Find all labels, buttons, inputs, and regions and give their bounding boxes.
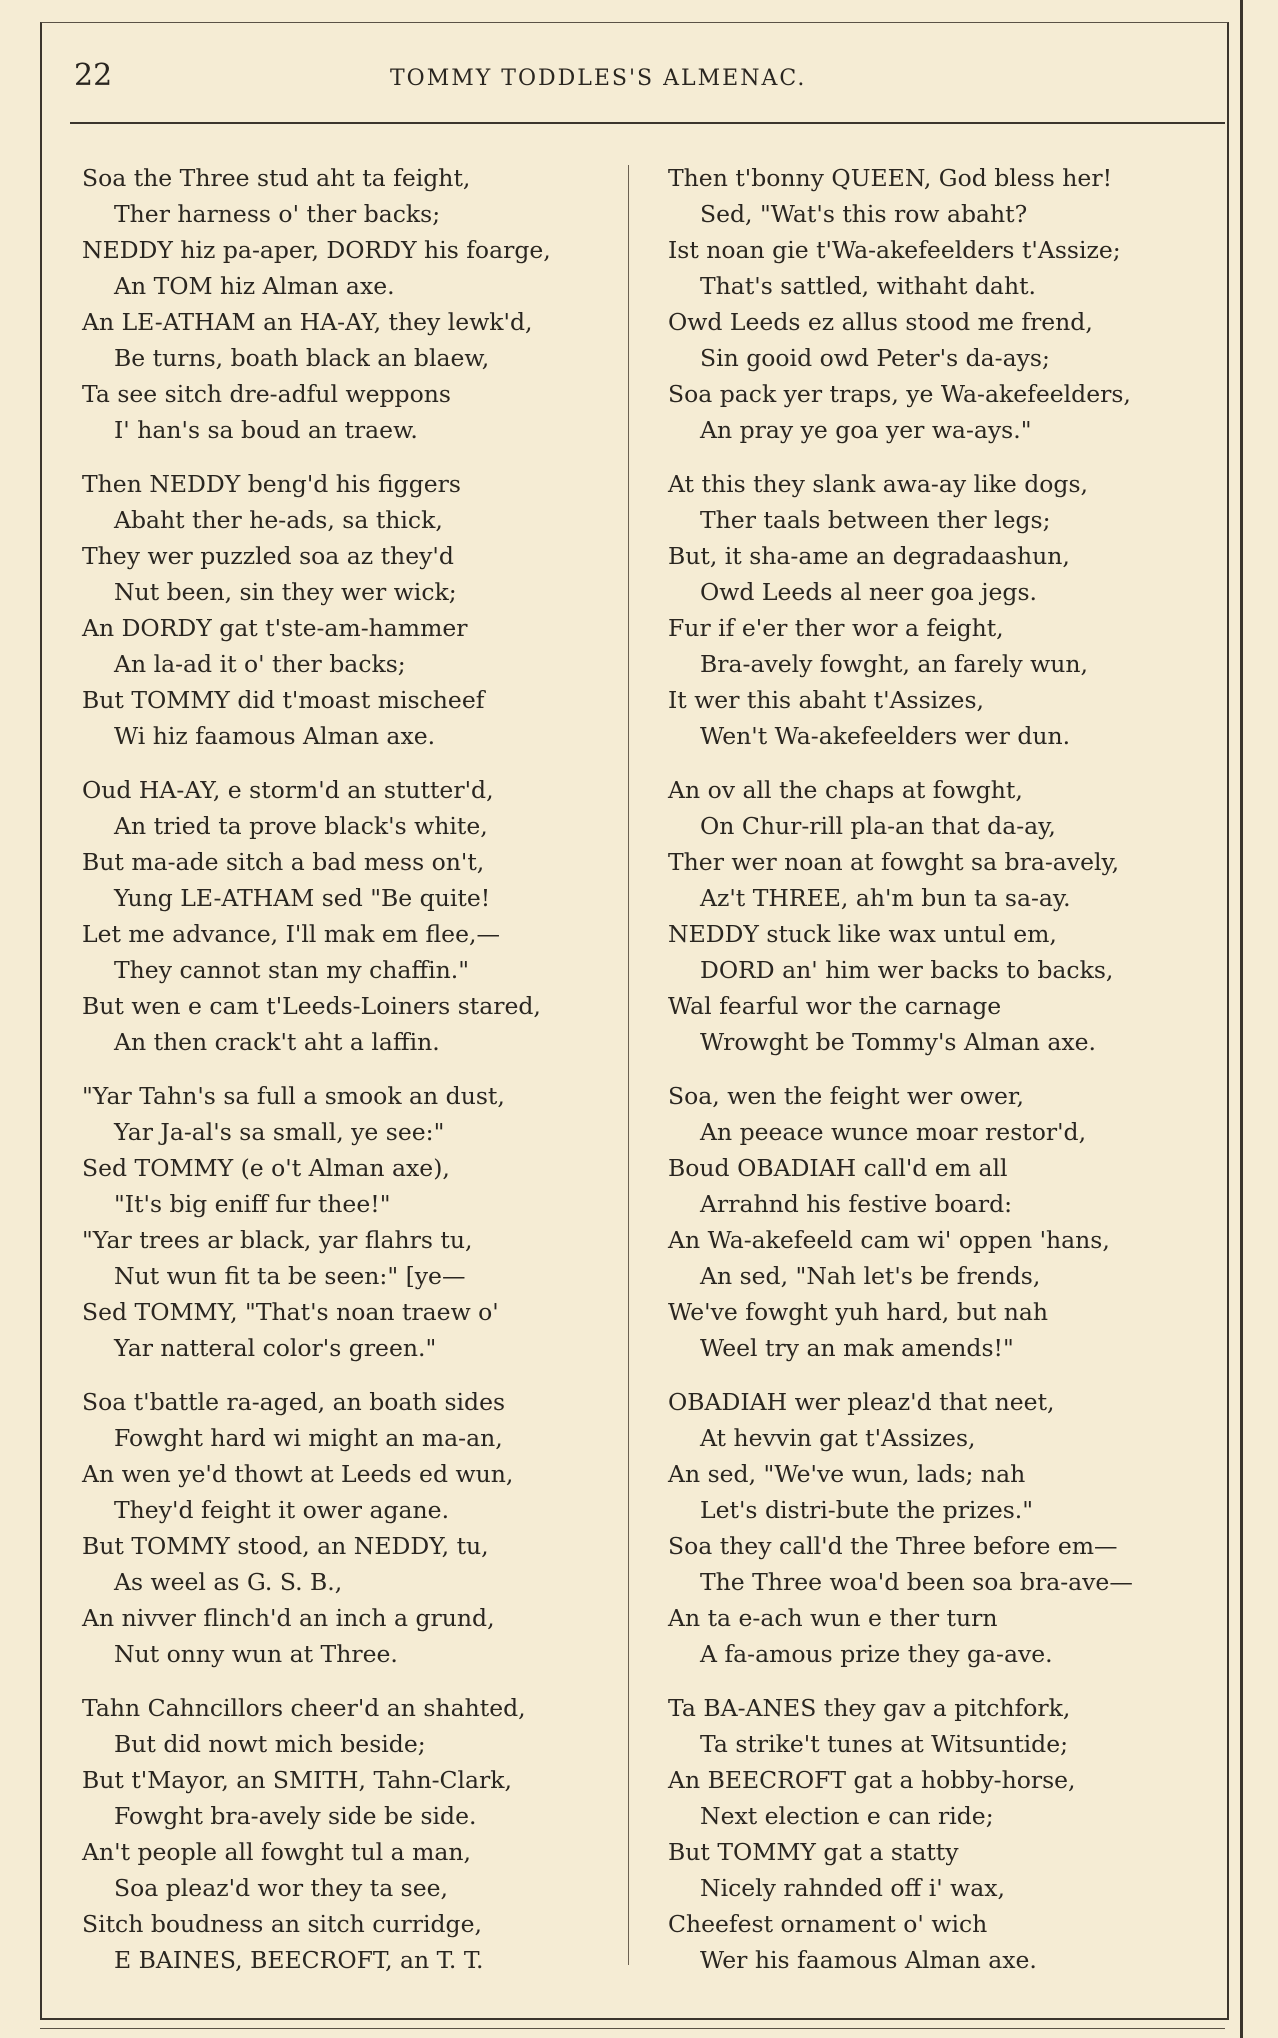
verse-line: I' han's sa boud an traew. [114,416,418,444]
verse-line: Soa the Three stud aht ta feight, [82,164,471,192]
verse-line: "Yar trees ar black, yar flahrs tu, [82,1226,473,1254]
verse-line: Ist noan gie t'Wa-akefeelders t'Assize; [668,236,1121,264]
verse-line: "It's big eniff fur thee!" [114,1190,391,1218]
verse-line: That's sattled, withaht daht. [700,272,1036,300]
verse-line: But t'Mayor, an SMITH, Tahn-Clark, [82,1766,512,1794]
verse-line: Next election e can ride; [700,1802,994,1830]
verse-line: Tahn Cahncillors cheer'd an shahted, [82,1694,526,1722]
verse-line: NEDDY stuck like wax untul em, [668,920,1057,948]
stanza [668,772,1198,1060]
verse-line: Sitch boudness an sitch curridge, [82,1910,482,1938]
verse-line: Then t'bonny QUEEN, God bless her! [668,164,1113,192]
verse-line: Fowght bra-avely side be side. [114,1802,477,1830]
verse-line: Abaht ther he-ads, sa thick, [114,506,443,534]
verse-line: An peeace wunce moar restor'd, [700,1118,1087,1146]
verse-line: The Three woa'd been soa bra-ave— [700,1568,1133,1596]
verse-line: They wer puzzled soa az they'd [82,542,454,570]
verse-line: But wen e cam t'Leeds-Loiners stared, [82,992,541,1020]
verse-line: Wrowght be Tommy's Alman axe. [700,1028,1096,1056]
verse-line: An sed, "We've wun, lads; nah [668,1460,1026,1488]
verse-line: An Wa-akefeeld cam wi' oppen 'hans, [668,1226,1110,1254]
verse-line: But TOMMY stood, an NEDDY, tu, [82,1532,489,1560]
verse-line: A fa-amous prize they ga-ave. [700,1640,1053,1668]
verse-line: Let me advance, I'll mak em flee,— [82,920,500,948]
verse-line: Sed, "Wat's this row abaht? [700,200,1028,228]
stanza [668,160,1198,448]
verse-line: Wen't Wa-akefeelders wer dun. [700,722,1071,750]
stanza [82,1078,612,1366]
verse-line: E BAINES, BEECROFT, an T. T. [114,1946,484,1974]
verse-line: At hevvin gat t'Assizes, [700,1424,976,1452]
verse-line: An la-ad it o' ther backs; [114,650,406,678]
verse-line: NEDDY hiz pa-aper, DORDY his foarge, [82,236,551,264]
verse-line: OBADIAH wer pleaz'd that neet, [668,1388,1055,1416]
verse-line: It wer this abaht t'Assizes, [668,686,984,714]
page-number: 22 [74,58,113,93]
verse-line: Owd Leeds al neer goa jegs. [700,578,1037,606]
verse-line: They'd feight it ower agane. [114,1496,450,1524]
verse-line: Nut onny wun at Three. [114,1640,398,1668]
verse-line: An't people all fowght tul a man, [82,1838,472,1866]
verse-line: Sin gooid owd Peter's da-ays; [700,344,1050,372]
verse-line: Arrahnd his festive board: [700,1190,1013,1218]
verse-line: Yar Ja-al's sa small, ye see:" [114,1118,445,1146]
verse-line: Nicely rahnded off i' wax, [700,1874,1005,1902]
stanza [82,1384,612,1672]
verse-line: Ta strike't tunes at Witsuntide; [700,1730,1069,1758]
verse-line: Az't THREE, ah'm bun ta sa-ay. [700,884,1071,912]
verse-line: Oud HA-AY, e storm'd an stutter'd, [82,776,494,804]
verse-line: An then crack't aht a laffin. [114,1028,440,1056]
verse-line: Sed TOMMY (e o't Alman axe), [82,1154,450,1182]
verse-line: Wal fearful wor the carnage [668,992,1002,1020]
verse-line: An LE-ATHAM an HA-AY, they lewk'd, [82,308,533,336]
column-divider [628,165,629,1965]
verse-line: Cheefest ornament o' wich [668,1910,988,1938]
verse-line: An TOM hiz Alman axe. [114,272,395,300]
verse-line: We've fowght yuh hard, but nah [668,1298,1049,1326]
verse-line: Ta BA-ANES they gav a pitchfork, [668,1694,1071,1722]
verse-line: Ther harness o' ther backs; [114,200,441,228]
verse-line: Soa pack yer traps, ye Wa-akefeelders, [668,380,1131,408]
verse-line: An ov all the chaps at fowght, [668,776,1023,804]
verse-line: Nut wun fit ta be seen:" [ye— [114,1262,466,1290]
verse-line: Bra-avely fowght, an farely wun, [700,650,1089,678]
verse-line: An tried ta prove black's white, [114,812,488,840]
left-column [82,160,612,1996]
running-title: TOMMY TODDLES'S ALMENAC. [390,66,807,91]
stanza [82,1690,612,1978]
verse-line: DORD an' him wer backs to backs, [700,956,1114,984]
verse-line: Soa t'battle ra-aged, an boath sides [82,1388,506,1416]
verse-line: An wen ye'd thowt at Leeds ed wun, [82,1460,514,1488]
stanza [82,772,612,1060]
verse-line: Fowght hard wi might an ma-an, [114,1424,503,1452]
verse-line: But TOMMY did t'moast mischeef [82,686,485,714]
verse-line: An pray ye goa yer wa-ays." [700,416,1032,444]
verse-line: An DORDY gat t'ste-am-hammer [82,614,468,642]
stanza [668,466,1198,754]
verse-line: Let's distri-bute the prizes." [700,1496,1034,1524]
verse-line: They cannot stan my chaffin." [114,956,470,984]
verse-line: An sed, "Nah let's be frends, [700,1262,1041,1290]
verse-line: But TOMMY gat a statty [668,1838,959,1866]
verse-line: Ther wer noan at fowght sa bra-avely, [668,848,1120,876]
verse-line: At this they slank awa-ay like dogs, [668,470,1089,498]
verse-line: Ta see sitch dre-adful weppons [82,380,451,408]
stanza [668,1384,1198,1672]
verse-line: Boud OBADIAH call'd em all [668,1154,1008,1182]
verse-line: Ther taals between ther legs; [700,506,1051,534]
verse-line: Be turns, boath black an blaew, [114,344,490,372]
verse-line: An nivver flinch'd an inch a grund, [82,1604,495,1632]
header-rule [70,122,1225,124]
verse-line: "Yar Tahn's sa full a smook an dust, [82,1082,505,1110]
stanza [668,1690,1198,1978]
bottom-rule [40,2028,1225,2029]
page-edge [1240,0,1243,2038]
verse-line: Wer his faamous Alman axe. [700,1946,1037,1974]
verse-line: Weel try an mak amends!" [700,1334,1014,1362]
page-header [70,58,1220,98]
verse-line: Nut been, sin they wer wick; [114,578,457,606]
verse-line: But ma-ade sitch a bad mess on't, [82,848,485,876]
verse-line: Sed TOMMY, "That's noan traew o' [82,1298,499,1326]
stanza [668,1078,1198,1366]
verse-line: As weel as G. S. B., [114,1568,343,1596]
verse-line: Wi hiz faamous Alman axe. [114,722,436,750]
verse-line: Fur if e'er ther wor a feight, [668,614,1004,642]
verse-line: An BEECROFT gat a hobby-horse, [668,1766,1076,1794]
verse-line: An ta e-ach wun e ther turn [668,1604,998,1632]
verse-line: Owd Leeds ez allus stood me frend, [668,308,1093,336]
verse-line: Yar natteral color's green." [114,1334,437,1362]
verse-line: Yung LE-ATHAM sed "Be quite! [114,884,491,912]
verse-line: Then NEDDY beng'd his figgers [82,470,461,498]
verse-line: But, it sha-ame an degradaashun, [668,542,1070,570]
stanza [82,466,612,754]
verse-line: Soa pleaz'd wor they ta see, [114,1874,449,1902]
verse-line: Soa they call'd the Three before em— [668,1532,1118,1560]
verse-line: But did nowt mich beside; [114,1730,426,1758]
right-column [668,160,1198,1996]
stanza [82,160,612,448]
verse-line: On Chur-rill pla-an that da-ay, [700,812,1056,840]
verse-line: Soa, wen the feight wer ower, [668,1082,1025,1110]
